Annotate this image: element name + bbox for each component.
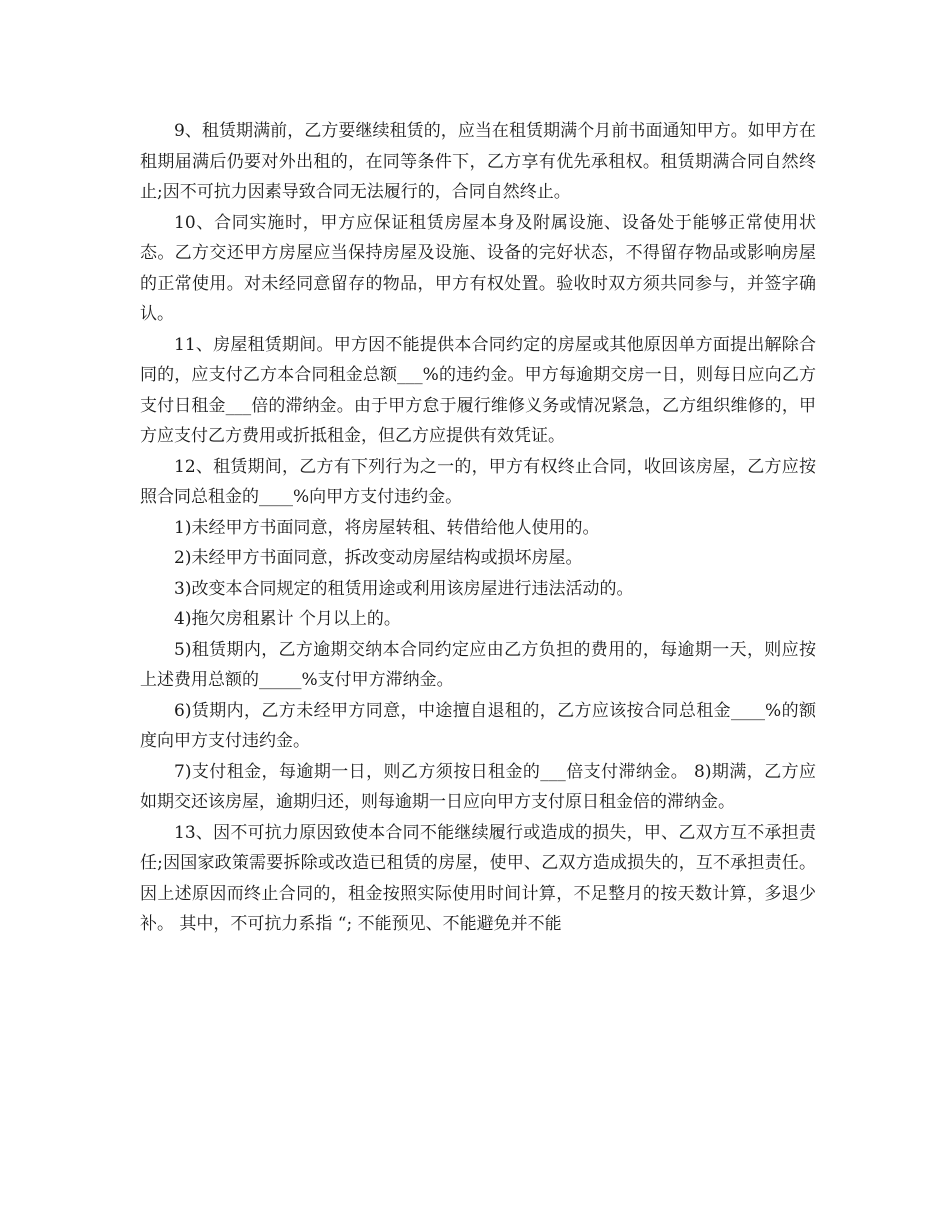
clause-12-item-2: 2)未经甲方书面同意，拆改变动房屋结构或损坏房屋。 (174, 548, 583, 568)
clause-13: 13、因不可抗力原因致使本合同不能继续履行或造成的损失，甲、乙双方互不承担责任;因国家政策需要拆除或改造已租赁的房屋，使甲、乙双方造成损失的，互不承担责任。因上述原因而终止合同的，租金按照实际使用时间计算，不足整月的按天数计算，多退少补。 其中，不可抗力系指 “; 不能预见、不能避免并不能 (140, 822, 816, 934)
clause-12: 12、租赁期间，乙方有下列行为之一的，甲方有权终止合同，收回该房屋，乙方应按照合同总租金的____%向甲方支付违约金。 (140, 456, 816, 507)
clause-12-item-3: 3)改变本合同规定的租赁用途或利用该房屋进行违法活动的。 (174, 578, 634, 599)
clause-12-item-5: 5)租赁期内，乙方逾期交纳本合同约定应由乙方负担的费用的，每逾期一天，则应按上述费用总额的_____%支付甲方滞纳金。 (140, 639, 816, 690)
clause-9: 9、租赁期满前，乙方要继续租赁的，应当在租赁期满个月前书面通知甲方。如甲方在租期届满后仍要对外出租的，在同等条件下，乙方享有优先承租权。租赁期满合同自然终止;因不可抗力因素导致合同无法履行的，合同自然终止。 (140, 121, 816, 202)
clause-11: 11、房屋租赁期间。甲方因不能提供本合同约定的房屋或其他原因单方面提出解除合同的，应支付乙方本合同租金总额___%的违约金。甲方每逾期交房一日，则每日应向乙方支付日租金___倍的滞纳金。由于甲方怠于履行维修义务或情况紧急，乙方组织维修的，甲方应支付乙方费用或折抵租金，但乙方应提供有效凭证。 (140, 334, 816, 446)
clause-12-item-1: 1)未经甲方书面同意，将房屋转租、转借给他人使用的。 (174, 517, 600, 538)
clause-12-item-4: 4)拖欠房租累计 个月以上的。 (174, 609, 401, 629)
clause-10: 10、合同实施时，甲方应保证租赁房屋本身及附属设施、设备处于能够正常使用状态。乙方交还甲方房屋应当保持房屋及设施、设备的完好状态，不得留存物品或影响房屋的正常使用。对未经同意留存的物品，甲方有权处置。验收时双方须共同参与，并签字确认。 (140, 212, 816, 324)
clause-12-item-6: 6)赁期内，乙方未经甲方同意，中途擅自退租的，乙方应该按合同总租金____%的额度向甲方支付违约金。 (140, 700, 816, 751)
contract-body (140, 116, 816, 940)
clause-12-item-7-8: 7)支付租金，每逾期一日，则乙方须按日租金的___倍支付滞纳金。 8)期满，乙方应如期交还该房屋，逾期归还，则每逾期一日应向甲方支付原日租金倍的滞纳金。 (140, 761, 816, 812)
